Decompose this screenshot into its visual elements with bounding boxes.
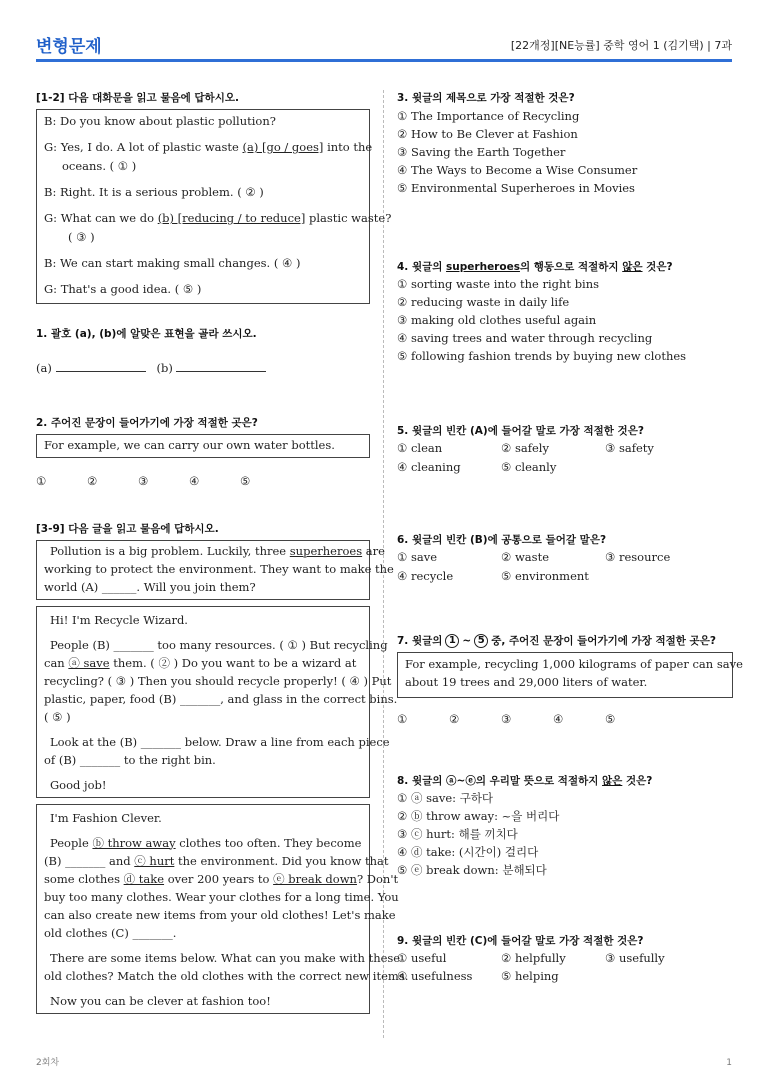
option[interactable]: ① useful [397,950,447,965]
option[interactable]: ② ⓑ throw away: ~을 버리다 [397,808,560,823]
course-info: [22개정][NE능률] 중학 영어 1 (김기택) | 7과 [510,39,732,52]
option[interactable]: ② reducing waste in daily life [397,295,570,309]
answer-blank-a[interactable] [56,362,146,372]
marker-a: ⓐ save [68,655,110,670]
option[interactable]: ④ The Ways to Become a Wise Consumer [397,163,638,177]
option[interactable]: ② [449,712,460,726]
option[interactable]: ③ safety [605,441,654,455]
dialogue-line: B: We can start making small changes. ( ④ ) [44,256,301,270]
question-6-options [397,548,733,585]
option[interactable]: ④ recycle [397,568,454,583]
question-7-options [397,710,733,729]
dialogue-line: B: Do you know about plastic pollution? [44,114,276,128]
option[interactable]: ③ making old clothes useful again [397,313,597,327]
choice-a: (a) [go / goes] [242,140,324,154]
option[interactable]: ④ cleaning [397,459,461,474]
option[interactable]: ⑤ following fashion trends by buying new clothes [397,349,687,363]
intro-passage: Pollution is a big problem. Luckily, three superheroes are working to protect the environment. They want to make the world (A) ______. Will you join them? [36,540,370,600]
dialogue-line: G: What can we do (b) [reducing / to reduce] plastic waste? [44,211,392,225]
recycle-wizard-passage: Hi! I'm Recycle Wizard. People (B) _______ too many resources. ( ① ) But recycling can ⓐ save them. ( ② ) Do you want to be a wizard at recycling? ( ③ ) Then you should recycle properly! ( ④ ) Put plastic, paper, food (B) _______, and glass in the correct bins. ( ⑤ ) Look at the (B) _______ below. Draw a line from each piece of (B) _______ to the right bin. Good job! [36,606,370,798]
question-8-heading: 8. 윗글의 ⓐ~ⓔ의 우리말 뜻으로 적절하지 않은 것은? [397,774,653,787]
question-9-options [397,949,733,986]
given-sentence-box: For example, we can carry our own water bottles. [36,434,370,458]
option[interactable]: ② safely [501,441,549,455]
question-4-heading: 4. 윗글의 superheroes의 행동으로 적절하지 않은 것은? [397,261,673,273]
option[interactable]: ④ [189,474,200,488]
option[interactable]: ① clean [397,441,443,455]
choice-b: (b) [reducing / to reduce] [157,211,306,225]
option[interactable]: ③ Saving the Earth Together [397,145,566,159]
option[interactable]: ⑤ ⓔ break down: 분해되다 [397,862,547,877]
page-number: 1 [726,1058,732,1068]
option[interactable]: ② waste [501,550,549,564]
left-column [36,90,409,1014]
question-5-heading: 5. 윗글의 빈칸 (A)에 들어갈 말로 가장 적절한 것은? [397,425,644,437]
marker-c: ⓒ hurt [134,853,175,868]
option[interactable]: ② [87,474,98,488]
option[interactable]: ① ⓐ save: 구하다 [397,790,494,805]
option[interactable]: ① save [397,550,438,564]
question-2-options [36,472,370,491]
option[interactable]: ③ ⓒ hurt: 해를 끼치다 [397,826,518,841]
given-sentence-box: For example, recycling 1,000 kilograms of paper can save about 19 trees and 29,000 liters of water. [397,652,733,698]
dialogue-line: G: Yes, I do. A lot of plastic waste (a) [go / goes] into the [44,140,373,154]
marker-b: ⓑ throw away [92,835,176,850]
marker-d: ⓓ take [123,871,165,886]
question-9-heading: 9. 윗글의 빈칸 (C)에 들어갈 말로 가장 적절한 것은? [397,934,644,947]
option[interactable]: ③ [501,712,512,726]
option[interactable]: ③ resource [605,550,671,564]
circled-number: 5 [474,634,488,648]
dialogue-line: ( ③ ) [68,230,95,244]
question-4-options [397,275,733,365]
option[interactable]: ① The Importance of Recycling [397,109,580,123]
right-column [397,90,743,986]
option[interactable]: ④ ⓓ take: (시간이) 걸리다 [397,844,539,859]
dialogue-box [36,109,392,304]
option[interactable]: ⑤ environment [501,568,589,583]
option[interactable]: ② How to Be Clever at Fashion [397,127,578,141]
section-heading-1-2: [1-2] 다음 대화문을 읽고 물음에 답하시오. [36,92,239,104]
question-8-options [397,789,733,879]
dialogue-line: oceans. ( ① ) [62,159,137,173]
page-title: 변형문제 [36,37,102,57]
question-3-heading: 3. 윗글의 제목으로 가장 적절한 것은? [397,92,575,104]
marker-e: ⓔ break down [273,871,357,886]
option[interactable]: ④ [553,712,564,726]
question-1-heading: 1. 괄호 (a), (b)에 알맞은 표현을 골라 쓰시오. [36,328,257,340]
option[interactable]: ⑤ [605,712,616,726]
option[interactable]: ⑤ helping [501,969,559,983]
option[interactable]: ⑤ Environmental Superheroes in Movies [397,181,635,195]
option[interactable]: ① sorting waste into the right bins [397,277,600,291]
superheroes-word: superheroes [289,543,363,558]
option[interactable]: ⑤ [240,474,251,488]
dialogue-line: G: That's a good idea. ( ⑤ ) [44,282,202,296]
section-heading-3-9: [3-9] 다음 글을 읽고 물음에 답하시오. [36,522,219,535]
question-7-heading: 7. 윗글의 1 ~ 5 중, 주어진 문장이 들어가기에 가장 적절한 곳은? [397,634,716,647]
option[interactable]: ④ saving trees and water through recycling [397,331,653,345]
option[interactable]: ③ [138,474,149,488]
option[interactable]: ① [397,712,408,726]
circled-number: 1 [445,634,459,648]
dialogue-line: B: Right. It is a serious problem. ( ② ) [44,185,264,199]
header-divider [36,59,732,62]
option[interactable]: ① [36,474,47,488]
question-2-heading: 2. 주어진 문장이 들어가기에 가장 적절한 곳은? [36,417,258,429]
option[interactable]: ⑤ cleanly [501,459,557,474]
session-label: 2회차 [36,1058,60,1068]
question-5-options [397,439,733,476]
option[interactable]: ④ usefulness [397,969,473,983]
question-6-heading: 6. 윗글의 빈칸 (B)에 공통으로 들어갈 말은? [397,534,607,546]
option[interactable]: ② helpfully [501,950,566,965]
option[interactable]: ③ usefully [605,950,665,965]
answer-blanks: (a) (b) [36,359,370,377]
fashion-clever-passage: I'm Fashion Clever. People ⓑ throw away clothes too often. They become (B) _______ and ⓒ hurt the environment. Did you know that some clothes ⓓ take over 200 years to ⓔ break down? Don't buy too many clothes. Wear your clothes for a long time. You can also create new items from your old clothes! Let's make old clothes (C) _______. There are some items below. What can you make with these old clothes? Match the old clothes with the correct new items. Now you can be clever at fashion too! [36,804,370,1014]
answer-blank-b[interactable] [176,362,266,372]
question-3-options [397,107,733,197]
